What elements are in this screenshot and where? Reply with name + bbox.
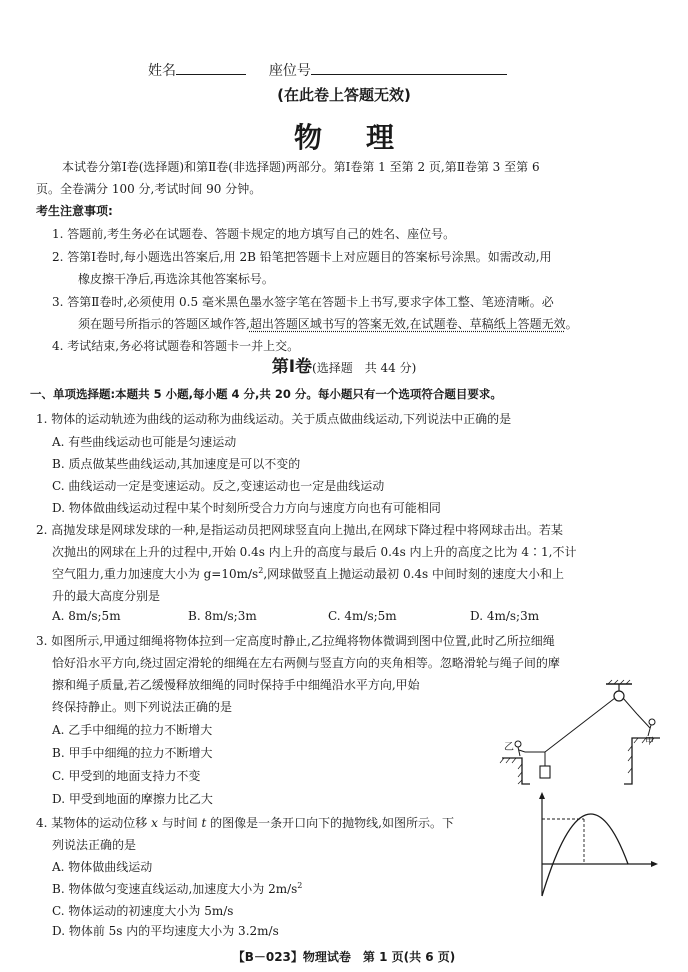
q2-line-3 [52,565,564,582]
q1-option-d[interactable]: D. 物体做曲线运动过程中某个时刻所受合力方向与速度方向也有可能相同 [52,501,441,515]
label-yi: 乙 [504,742,514,753]
notice-item-2a: 2. 答第Ⅰ卷时,每小题选出答案后,用 2B 铅笔把答题卡上对应题目的答案标号涂黑。如需改动,用 [52,250,552,264]
label-jia: 甲 [645,737,655,747]
section-main: 第Ⅰ卷 [271,357,313,377]
q2-line-3-post: ,网球做竖直上抛运动最初 0.4s 中间时刻的速度大小和上 [263,567,565,581]
q3-line-1: 3. 如图所示,甲通过细绳将物体拉到一定高度时静止,乙拉绳将物体微调到图中位置,此时乙所拉细绳 [36,634,555,648]
q4-option-b[interactable] [52,880,302,897]
q1-stem: 1. 物体的运动轨迹为曲线的运动称为曲线运动。关于质点做曲线运动,下列说法中正确的是 [36,412,512,426]
q2-line-4: 升的最大高度分别是 [52,589,161,603]
q2-option-d[interactable]: D. 4m/s;3m [470,609,540,623]
seat-label: 座位号 [268,63,311,79]
q3-option-b[interactable]: B. 甲手中细绳的拉力不断增大 [52,746,213,760]
person-jia-head [649,719,655,725]
name-blank[interactable] [176,60,246,75]
right-ground [624,738,660,784]
q4-option-c[interactable]: C. 物体运动的初速度大小为 5m/s [52,904,234,918]
page-title: 物理 [293,121,438,154]
q2-line-2: 次抛出的网球在上升的过程中,开始 0.4s 内上升的高度与最后 0.4s 内上升的高度之比为 4∶1,不计 [52,545,577,559]
q3-option-a[interactable]: A. 乙手中细绳的拉力不断增大 [52,723,213,737]
intro-line-1: 本试卷分第Ⅰ卷(选择题)和第Ⅱ卷(非选择题)两部分。第Ⅰ卷第 1 至第 2 页,第Ⅱ卷第 3 至第 6 [62,160,540,174]
name-seat-line [148,60,507,80]
name-label: 姓名 [148,63,176,79]
q4-line-1-post: 的图像是一条开口向下的抛物线,如图所示。下 [206,816,454,830]
notice-item-4: 4. 考试结束,务必将试题卷和答题卡一并上交。 [52,339,300,353]
q1-option-a[interactable]: A. 有些曲线运动也可能是匀速运动 [52,435,237,449]
q4-line-2: 列说法正确的是 [52,838,137,852]
q2-line-3-sup: 2 [258,566,264,575]
person-yi-head [515,741,521,747]
q3-line-2: 恰好沿水平方向,绕过固定滑轮的细绳在左右两侧与竖直方向的夹角相等。忽略滑轮与绳子间的摩 [52,656,560,670]
notice-heading: 考生注意事项: [36,204,113,218]
graph-y-arrow [539,792,545,799]
q2-option-b[interactable]: B. 8m/s;3m [188,609,257,623]
person-yi-body [518,747,520,756]
q3-pulley-figure [500,680,660,790]
notice-item-1: 1. 答题前,考生务必在试题卷、答题卡规定的地方填写自己的姓名、座位号。 [52,227,456,241]
notice-item-3b [78,315,578,332]
left-ground-hatch [500,758,522,784]
q3-option-d[interactable]: D. 甲受到地面的摩擦力比乙大 [52,792,213,806]
q1-option-b[interactable]: B. 质点做某些曲线运动,其加速度是可以不变的 [52,457,301,471]
q2-option-c[interactable]: C. 4m/s;5m [328,609,397,623]
q4-option-b-text: B. 物体做匀变速直线运动,加速度大小为 2m/s [52,882,298,896]
notice-item-3b-emphasis: 超出答题区域书写的答案无效,在试题卷、草稿纸上答题无效 [249,317,566,331]
section-sub: (选择题 共 44 分) [312,361,417,375]
q4-var-t: t [201,816,207,830]
q4-line-1-mid: 与时间 [157,816,202,830]
q4-option-d[interactable]: D. 物体前 5s 内的平均速度大小为 3.2m/s [52,924,279,938]
q4-line-1-pre: 4. 某物体的运动位移 [36,816,152,830]
part1-heading: 一、单项选择题:本题共 5 小题,每小题 4 分,共 20 分。每小题只有一个选项符合题目要求。 [30,387,502,401]
right-rope-upper [623,698,637,714]
q1-option-c[interactable]: C. 曲线运动一定是变速运动。反之,变速运动也一定是曲线运动 [52,479,385,493]
notice-item-3b-pre: 须在题号所指示的答题区域作答, [78,317,250,331]
q3-option-c[interactable]: C. 甲受到的地面支持力不变 [52,769,201,783]
invalid-notice: (在此卷上答题无效) [277,86,411,104]
q3-line-3: 擦和绳子质量,若乙缓慢释放细绳的同时保持手中细绳沿水平方向,甲始 [52,678,420,692]
graph-parabola [542,814,628,896]
page-footer: 【B－023】物理试卷 第 1 页(共 6 页) [232,950,456,964]
seat-blank[interactable] [311,60,507,75]
q4-option-b-sup: 2 [297,881,303,890]
q2-line-1: 2. 高抛发球是网球发球的一种,是指运动员把网球竖直向上抛出,在网球下降过程中将网球击出。若某 [36,523,563,537]
intro-line-2: 页。全卷满分 100 分,考试时间 90 分钟。 [36,182,262,196]
pulley-wheel [614,691,624,701]
hanging-block [540,766,550,778]
left-ground [502,758,530,784]
q4-var-x: x [151,816,158,830]
q2-option-a[interactable]: A. 8m/s;5m [52,609,121,623]
right-rope-lower [637,714,650,728]
person-yi-arm [519,750,525,752]
notice-item-2b: 橡皮擦干净后,再选涂其他答案标号。 [78,272,274,286]
left-rope [545,698,615,752]
q2-line-3-pre: 空气阻力,重力加速度大小为 g=10m/s [52,567,259,581]
q4-line-1 [36,814,454,831]
q4-xt-graph [528,792,668,902]
notice-item-3a: 3. 答第Ⅱ卷时,必须使用 0.5 毫米黑色墨水签字笔在答题卡上书写,要求字体工整、笔迹清晰。必 [52,295,554,309]
q4-option-a[interactable]: A. 物体做曲线运动 [52,860,153,874]
q3-line-4: 终保持静止。则下列说法正确的是 [52,700,233,714]
section-heading [0,352,688,377]
graph-x-arrow [651,861,658,867]
notice-item-3b-post: 。 [565,317,578,331]
